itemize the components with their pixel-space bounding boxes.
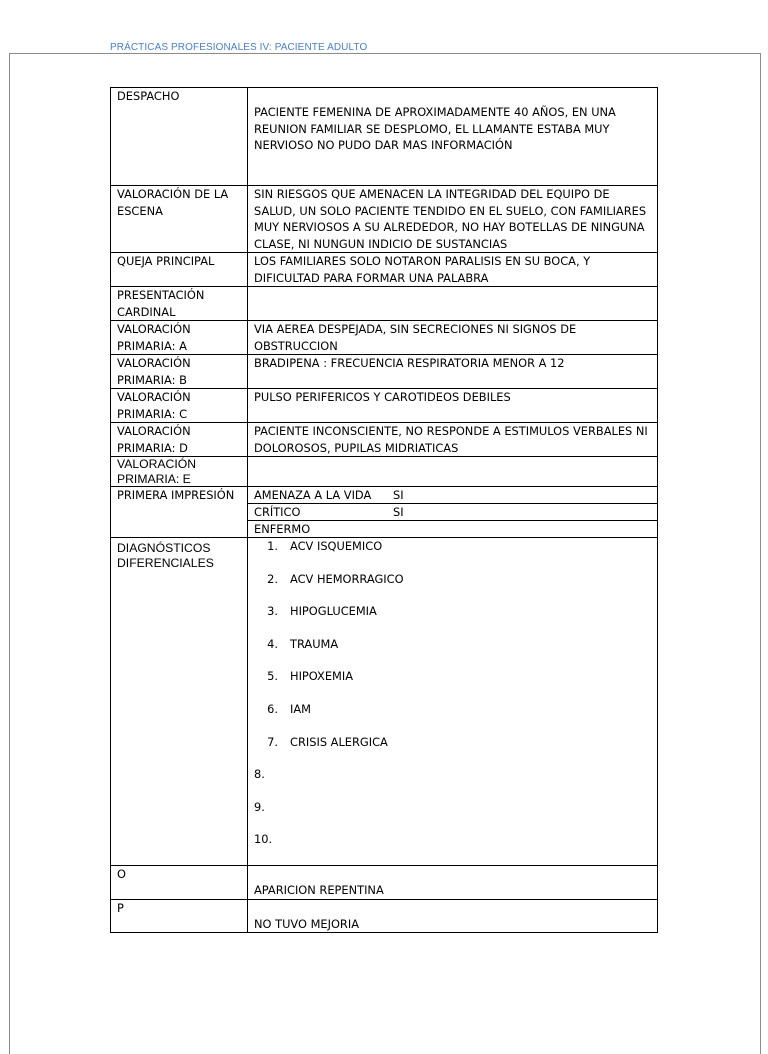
label-primaria-c: VALORACIÓN PRIMARIA: C bbox=[111, 389, 248, 423]
value-despacho[interactable] bbox=[248, 88, 658, 186]
value-o[interactable] bbox=[248, 866, 658, 900]
label-primaria-d: VALORACIÓN PRIMARIA: D bbox=[111, 423, 248, 457]
value-queja[interactable]: LOS FAMILIARES SOLO NOTARON PARALISIS EN SU BOCA, Y DIFICULTAD PARA FORMAR UNA PALABRA bbox=[248, 253, 658, 287]
value-primaria-b[interactable]: BRADIPENA : FRECUENCIA RESPIRATORIA MENOR A 12 bbox=[248, 355, 658, 389]
value-primaria-a[interactable]: VIA AEREA DESPEJADA, SIN SECRECIONES NI SIGNOS DE OBSTRUCCION bbox=[248, 321, 658, 355]
diagnosticos-list bbox=[254, 538, 651, 766]
label-diagnosticos: DIAGNÓSTICOS DIFERENCIALES bbox=[111, 538, 248, 866]
row-o bbox=[111, 866, 658, 900]
row-diagnosticos bbox=[111, 538, 658, 866]
value-diagnosticos[interactable] bbox=[248, 538, 658, 866]
row-primaria-c bbox=[111, 389, 658, 423]
row-p bbox=[111, 899, 658, 933]
label-queja: QUEJA PRINCIPAL bbox=[111, 253, 248, 287]
value-primaria-d[interactable]: PACIENTE INCONSCIENTE, NO RESPONDE A ESTIMULOS VERBALES NI DOLOROSOS, PUPILAS MIDRIATICAS bbox=[248, 423, 658, 457]
running-header: PRÁCTICAS PROFESIONALES IV: PACIENTE ADULTO bbox=[110, 42, 368, 53]
value-p[interactable] bbox=[248, 899, 658, 933]
patient-assessment-table bbox=[110, 87, 658, 933]
label-primaria-a: VALORACIÓN PRIMARIA: A bbox=[111, 321, 248, 355]
label-primera-impresion: PRIMERA IMPRESIÓN bbox=[111, 487, 248, 538]
impresion-amenaza-label: AMENAZA A LA VIDA bbox=[254, 488, 372, 502]
value-cardinal[interactable] bbox=[248, 287, 658, 321]
row-primaria-d bbox=[111, 423, 658, 457]
diagnostico-extra-8: 8. bbox=[254, 767, 265, 782]
impresion-critico-value: SI bbox=[393, 505, 404, 519]
list-item: 2. ACV HEMORRAGICO bbox=[267, 571, 404, 586]
label-escena: VALORACIÓN DE LA ESCENA bbox=[111, 186, 248, 253]
impresion-enfermo-row[interactable] bbox=[248, 521, 657, 537]
list-item: 7. CRISIS ALERGICA bbox=[267, 734, 388, 749]
impresion-enfermo-label: ENFERMO bbox=[254, 522, 311, 536]
row-queja bbox=[111, 253, 658, 287]
diagnostico-extra-9: 9. bbox=[254, 799, 265, 814]
value-primaria-e[interactable] bbox=[248, 457, 658, 487]
impresion-critico-label: CRÍTICO bbox=[254, 505, 301, 519]
value-escena[interactable]: SIN RIESGOS QUE AMENACEN LA INTEGRIDAD DEL EQUIPO DE SALUD, UN SOLO PACIENTE TENDIDO EN EL SUELO, CON FAMILIARES MUY NERVIOSOS A SU ALREDEDOR, NO HAY BOTELLAS DE NINGUNA CLASE, NI NUNGUN INDICIO DE SUSTANCIAS bbox=[248, 186, 658, 253]
list-item: 3. HIPOGLUCEMIA bbox=[267, 604, 377, 619]
list-item: 4. TRAUMA bbox=[267, 636, 339, 651]
row-primaria-b bbox=[111, 355, 658, 389]
row-cardinal bbox=[111, 287, 658, 321]
label-p: P bbox=[111, 899, 248, 933]
value-o-text: APARICION REPENTINA bbox=[254, 883, 384, 897]
label-cardinal: PRESENTACIÓN CARDINAL bbox=[111, 287, 248, 321]
label-primaria-e: VALORACIÓN PRIMARIA: E bbox=[111, 457, 248, 487]
row-escena bbox=[111, 186, 658, 253]
value-primera-impresion bbox=[248, 487, 658, 538]
row-primera-impresion bbox=[111, 487, 658, 538]
list-item: 1. ACV ISQUEMICO bbox=[267, 539, 383, 553]
diagnostico-extra-10: 10. bbox=[254, 832, 273, 847]
list-item: 5. HIPOXEMIA bbox=[267, 669, 354, 684]
value-despacho-text: PACIENTE FEMENINA DE APROXIMADAMENTE 40 AÑOS, EN UNA REUNION FAMILIAR SE DESPLOMO, EL LLAMANTE ESTABA MUY NERVIOSO NO PUDO DAR MAS INFORMACIÓN bbox=[254, 105, 616, 152]
label-despacho: DESPACHO bbox=[111, 88, 248, 186]
value-p-text: NO TUVO MEJORIA bbox=[254, 916, 359, 931]
label-primaria-b: VALORACIÓN PRIMARIA: B bbox=[111, 355, 248, 389]
row-primaria-a bbox=[111, 321, 658, 355]
row-primaria-e bbox=[111, 457, 658, 487]
impresion-amenaza-value: SI bbox=[393, 488, 404, 502]
label-o: O bbox=[111, 866, 248, 900]
impresion-critico-row[interactable] bbox=[248, 504, 657, 521]
row-despacho bbox=[111, 88, 658, 186]
list-item: 6. IAM bbox=[267, 701, 311, 716]
impresion-amenaza-row[interactable] bbox=[248, 487, 657, 504]
value-primaria-c[interactable]: PULSO PERIFERICOS Y CAROTIDEOS DEBILES bbox=[248, 389, 658, 423]
